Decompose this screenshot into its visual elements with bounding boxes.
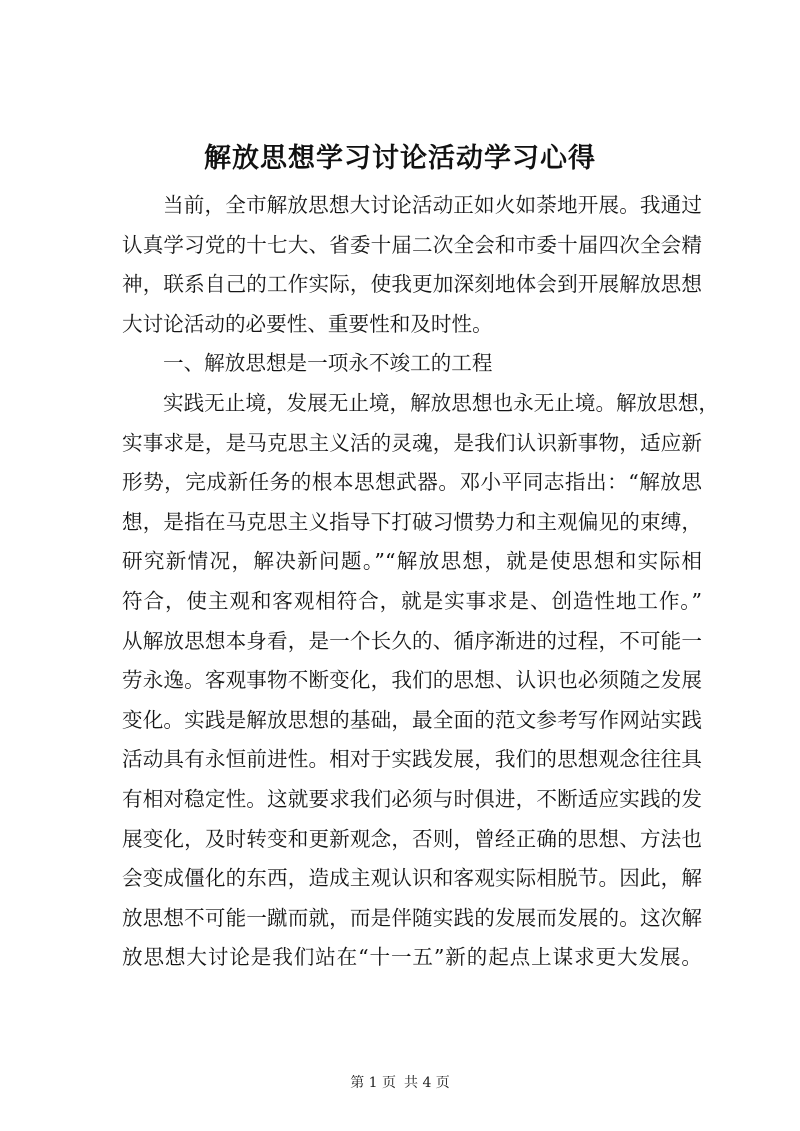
body-line: 劳永逸。客观事物不断变化，我们的思想、认识也必须随之发展 — [122, 668, 702, 693]
body-line: 放思想不可能一蹴而就，而是伴随实践的发展而发展的。这次解 — [122, 905, 702, 930]
body-line: 展变化，及时转变和更新观念，否则，曾经正确的思想、方法也 — [122, 826, 702, 851]
page-number: 第 1 页 — [350, 1075, 396, 1091]
body-line: 变化。实践是解放思想的基础，最全面的范文参考写作网站实践 — [122, 707, 702, 732]
body-line: 有相对稳定性。这就要求我们必须与时俱进，不断适应实践的发 — [122, 786, 702, 811]
document-body — [122, 186, 720, 978]
page-footer — [0, 1072, 800, 1092]
document-title: 解放思想学习讨论活动学习心得 — [204, 143, 596, 174]
body-line: 实践无止境，发展无止境，解放思想也永无止境。解放思想， — [163, 390, 720, 415]
body-line: 神，联系自己的工作实际，使我更加深刻地体会到开展解放思想 — [122, 272, 702, 297]
body-line: 从解放思想本身看，是一个长久的、循序渐进的过程，不可能一 — [122, 628, 702, 653]
body-line: 会变成僵化的东西，造成主观认识和客观实际相脱节。因此，解 — [122, 866, 702, 891]
body-line: 活动具有永恒前进性。相对于实践发展，我们的思想观念往往具 — [122, 747, 702, 772]
section-heading: 一、解放思想是一项永不竣工的工程 — [163, 351, 493, 376]
body-line: 符合，使主观和客观相符合，就是实事求是、创造性地工作。” — [122, 588, 702, 613]
body-line: 大讨论活动的必要性、重要性和及时性。 — [122, 311, 493, 336]
body-line: 认真学习党的十七大、省委十届二次全会和市委十届四次全会精 — [122, 232, 702, 257]
body-line: 放思想大讨论是我们站在“十一五”新的起点上谋求更大发展。 — [122, 945, 702, 970]
page-total: 共 4 页 — [404, 1075, 450, 1091]
body-line: 实事求是，是马克思主义活的灵魂，是我们认识新事物，适应新 — [122, 430, 702, 455]
body-line: 当前，全市解放思想大讨论活动正如火如荼地开展。我通过 — [163, 193, 702, 217]
body-line: 想，是指在马克思主义指导下打破习惯势力和主观偏见的束缚， — [122, 509, 702, 534]
body-line: 研究新情况，解决新问题。”“解放思想，就是使思想和实际相 — [122, 549, 702, 574]
body-line: 形势，完成新任务的根本思想武器。邓小平同志指出：“解放思 — [122, 470, 702, 495]
